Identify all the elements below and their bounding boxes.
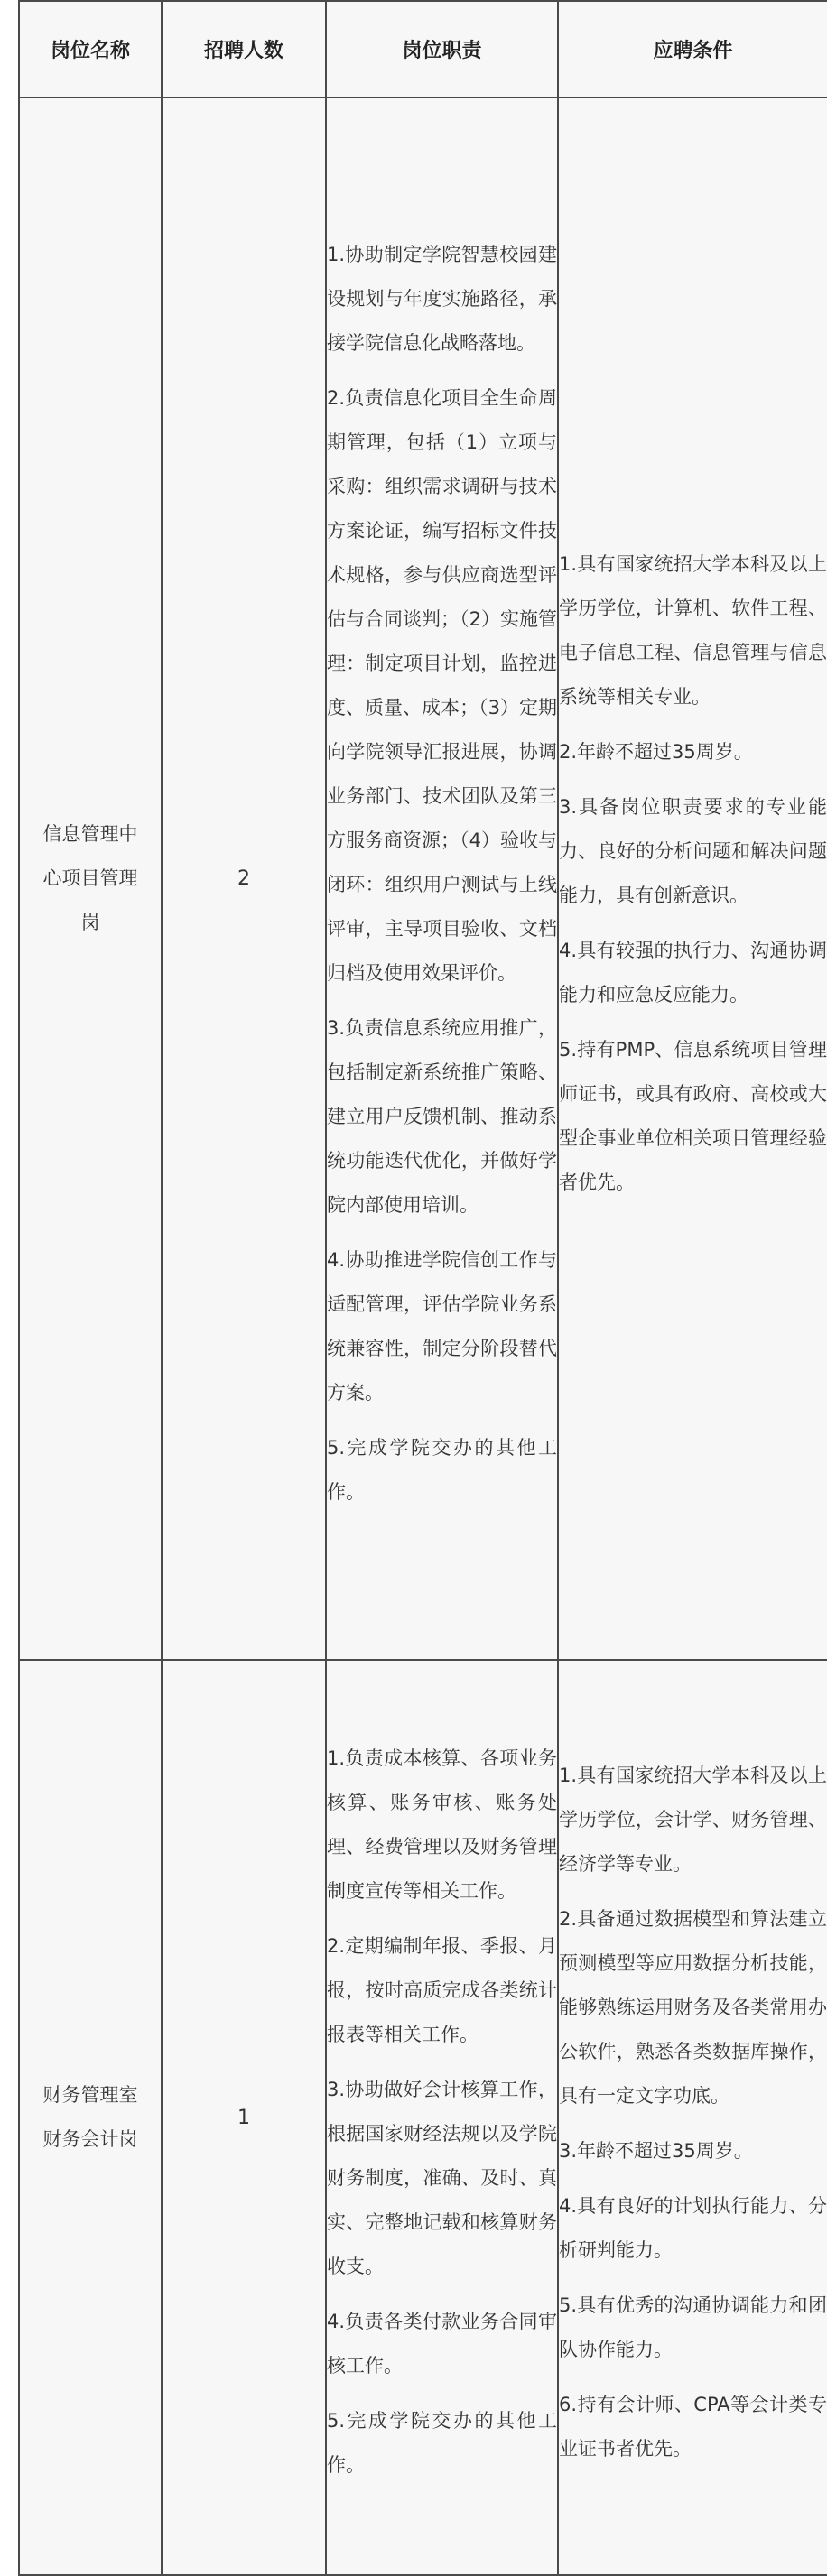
duty-item: 1.负责成本核算、各项业务核算、账务审核、账务处理、经费管理以及财务管理制度宣传等相关工作。 bbox=[327, 1747, 557, 1902]
duty-item: 5.完成学院交办的其他工作。 bbox=[327, 2410, 557, 2476]
duties-cell bbox=[326, 97, 558, 1660]
position-name-line: 财务会计岗 bbox=[42, 2128, 138, 2150]
duty-item: 4.协助推进学院信创工作与适配管理，评估学院业务系统兼容性，制定分阶段替代方案。 bbox=[327, 1248, 557, 1404]
duty-item: 5.完成学院交办的其他工作。 bbox=[327, 1436, 557, 1503]
header-headcount: 招聘人数 bbox=[162, 1, 326, 97]
headcount-cell: 1 bbox=[162, 1660, 326, 2575]
position-name-line: 信息管理中 bbox=[42, 823, 138, 845]
duty-item: 2.负责信息化项目全生命周期管理，包括（1）立项与采购：组织需求调研与技术方案论证，编写招标文件技术规格，参与供应商选型评估与合同谈判；（2）实施管理：制定项目计划，监控进度、质量、成本；（3）定期向学院领导汇报进展，协调业务部门、技术团队及第三方服务商资源；（4）验收与闭环：组织用户测试与上线评审，主导项目验收、文档归档及使用效果评价。 bbox=[327, 386, 557, 984]
requirement-item: 3.年龄不超过35周岁。 bbox=[559, 2139, 753, 2162]
requirement-item: 5.具有优秀的沟通协调能力和团队协作能力。 bbox=[559, 2293, 827, 2360]
requirement-item: 2.年龄不超过35周岁。 bbox=[559, 740, 753, 763]
duty-item: 3.负责信息系统应用推广，包括制定新系统推广策略、建立用户反馈机制、推动系统功能迭代优化，并做好学院内部使用培训。 bbox=[327, 1016, 557, 1216]
duty-item: 3.协助做好会计核算工作，根据国家财经法规以及学院财务制度，准确、及时、真实、完整地记载和核算财务收支。 bbox=[327, 2079, 557, 2277]
duty-item: 1.协助制定学院智慧校园建设规划与年度实施路径，承接学院信息化战略落地。 bbox=[327, 243, 557, 354]
requirement-item: 4.具有较强的执行力、沟通协调能力和应急反应能力。 bbox=[559, 939, 827, 1005]
requirement-item: 2.具备通过数据模型和算法建立预测模型等应用数据分析技能，能够熟练运用财务及各类常用办公软件，熟悉各类数据库操作，具有一定文字功底。 bbox=[559, 1907, 827, 2107]
duties-cell bbox=[326, 1660, 558, 2575]
table-header-row bbox=[19, 1, 827, 97]
requirement-item: 3.具备岗位职责要求的专业能力、良好的分析问题和解决问题能力，具有创新意识。 bbox=[559, 795, 827, 906]
position-name-cell bbox=[19, 97, 162, 1660]
position-name-line: 岗 bbox=[80, 912, 100, 933]
requirements-cell bbox=[558, 97, 827, 1660]
header-duties: 岗位职责 bbox=[326, 1, 558, 97]
duty-item: 4.负责各类付款业务合同审核工作。 bbox=[327, 2311, 557, 2377]
header-requirements: 应聘条件 bbox=[558, 1, 827, 97]
position-name-line: 心项目管理 bbox=[42, 867, 138, 889]
requirements-cell bbox=[558, 1660, 827, 2575]
table-row bbox=[19, 97, 827, 1660]
position-name-line: 财务管理室 bbox=[42, 2084, 138, 2106]
requirement-item: 6.持有会计师、CPA等会计类专业证书者优先。 bbox=[559, 2393, 827, 2460]
table-row bbox=[19, 1660, 827, 2575]
recruitment-table bbox=[18, 0, 827, 2576]
header-position-name: 岗位名称 bbox=[19, 1, 162, 97]
requirement-item: 5.持有PMP、信息系统项目管理师证书，或具有政府、高校或大型企事业单位相关项目管理经验者优先。 bbox=[559, 1038, 827, 1193]
requirement-item: 1.具有国家统招大学本科及以上学历学位，计算机、软件工程、电子信息工程、信息管理与信息系统等相关专业。 bbox=[559, 552, 827, 708]
headcount-cell: 2 bbox=[162, 97, 326, 1660]
position-name-cell bbox=[19, 1660, 162, 2575]
requirement-item: 4.具有良好的计划执行能力、分析研判能力。 bbox=[559, 2194, 827, 2261]
duty-item: 2.定期编制年报、季报、月报，按时高质完成各类统计报表等相关工作。 bbox=[327, 1935, 557, 2045]
requirement-item: 1.具有国家统招大学本科及以上学历学位，会计学、财务管理、经济学等专业。 bbox=[559, 1764, 827, 1875]
